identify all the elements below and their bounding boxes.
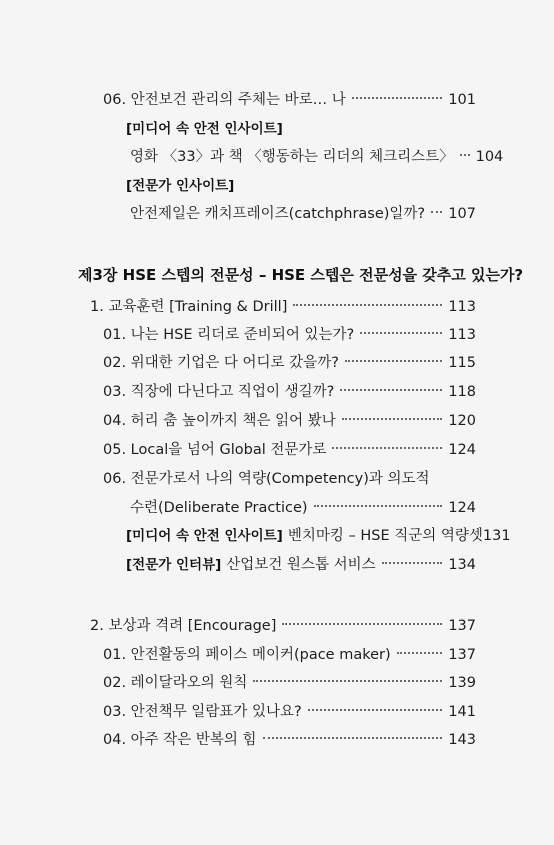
dot-leader bbox=[263, 737, 443, 739]
dot-leader bbox=[345, 360, 442, 362]
dot-leader bbox=[253, 680, 442, 682]
dot-leader bbox=[352, 97, 443, 99]
dot-leader bbox=[340, 389, 442, 391]
toc-page-number: 113 bbox=[448, 299, 476, 315]
toc-page-number: 101 bbox=[448, 92, 476, 108]
toc-page-number: 124 bbox=[448, 500, 476, 516]
toc-category-label: [미디어 속 안전 인사이트] bbox=[126, 528, 283, 544]
dot-leader bbox=[282, 623, 442, 625]
toc-entry[interactable] bbox=[103, 90, 476, 110]
toc-entry-title: 벤치마킹 – HSE 직군의 역량셋 bbox=[287, 528, 483, 544]
toc-page-number: 141 bbox=[448, 704, 476, 720]
toc-entry[interactable] bbox=[103, 353, 476, 373]
toc-entry-title-line[interactable]: 06. 전문가로서 나의 역량(Competency)과 의도적 bbox=[103, 471, 430, 487]
toc-entry-title: 02. 위대한 기업은 다 어디로 갔을까? bbox=[103, 355, 339, 371]
dot-leader bbox=[431, 211, 442, 213]
toc-section-title: 1. 교육훈련 [Training & Drill] bbox=[90, 299, 288, 315]
toc-section[interactable] bbox=[90, 616, 476, 636]
dot-leader bbox=[293, 304, 442, 306]
toc-category-label: [전문가 인터뷰] bbox=[126, 557, 222, 573]
toc-entry-title: 03. 안전책무 일람표가 있나요? bbox=[103, 704, 302, 720]
toc-entry-title: 01. 나는 HSE 리더로 준비되어 있는가? bbox=[103, 327, 355, 343]
toc-entry-title: 수련(Deliberate Practice) bbox=[130, 500, 308, 516]
toc-page-number: 137 bbox=[448, 618, 476, 634]
toc-entry[interactable] bbox=[103, 702, 476, 722]
toc-entry[interactable] bbox=[130, 498, 476, 518]
toc-page-number: 137 bbox=[448, 647, 476, 663]
toc-page-number: 139 bbox=[448, 675, 476, 691]
dot-leader bbox=[397, 652, 443, 654]
toc-page-number: 124 bbox=[448, 442, 476, 458]
toc-page-number: 104 bbox=[475, 149, 504, 165]
toc-entry[interactable] bbox=[103, 440, 476, 460]
toc-page-number: 143 bbox=[448, 732, 476, 748]
dot-leader bbox=[308, 709, 443, 711]
toc-section-title: 2. 보상과 격려 [Encourage] bbox=[90, 618, 277, 634]
toc-page-number: 118 bbox=[448, 384, 476, 400]
toc-category-label: [전문가 인사이트] bbox=[126, 178, 235, 194]
toc-entry-title: 06. 안전보건 관리의 주체는 바로… 나 bbox=[103, 92, 346, 108]
toc-entry-title: 안전제일은 캐치프레이즈(catchphrase)일까? bbox=[130, 206, 426, 222]
toc-entry-title: 02. 레이달라오의 원칙 bbox=[103, 675, 248, 691]
dot-leader bbox=[342, 418, 443, 420]
toc-entry[interactable] bbox=[103, 645, 476, 665]
toc-page-number: 120 bbox=[448, 413, 476, 429]
toc-page-number: 134 bbox=[448, 557, 476, 573]
toc-entry[interactable] bbox=[103, 673, 476, 693]
toc-page-number: 131 bbox=[482, 528, 511, 544]
toc-entry-title-group bbox=[126, 555, 376, 575]
dot-leader bbox=[314, 505, 443, 507]
toc-entry[interactable] bbox=[103, 382, 476, 402]
toc-page-number: 107 bbox=[448, 206, 476, 222]
toc-entry-title: 04. 허리 춤 높이까지 책은 읽어 봤나 bbox=[103, 413, 336, 429]
dot-leader bbox=[382, 562, 443, 564]
toc-section[interactable] bbox=[90, 297, 476, 317]
toc-entry-title: 05. Local을 넘어 Global 전문가로 bbox=[103, 442, 327, 458]
dot-leader bbox=[332, 447, 442, 449]
dot-leader bbox=[460, 154, 470, 156]
toc-page-number: 113 bbox=[448, 327, 476, 343]
dot-leader bbox=[360, 332, 442, 334]
toc-entry-title: 03. 직장에 다닌다고 직업이 생길까? bbox=[103, 384, 335, 400]
toc-entry[interactable] bbox=[103, 411, 476, 431]
toc-entry[interactable] bbox=[103, 730, 476, 750]
toc-entry-title: 01. 안전활동의 페이스 메이커(pace maker) bbox=[103, 647, 391, 663]
toc-entry[interactable] bbox=[103, 325, 476, 345]
toc-entry-title-group bbox=[126, 526, 483, 546]
toc-entry-title: 산업보건 원스톱 서비스 bbox=[226, 557, 376, 573]
toc-entry[interactable] bbox=[126, 555, 476, 575]
toc-entry[interactable] bbox=[126, 526, 511, 546]
toc-entry[interactable] bbox=[130, 147, 504, 167]
chapter-heading[interactable]: 제3장 HSE 스텝의 전문성 – HSE 스텝은 전문성을 갖추고 있는가? bbox=[78, 266, 524, 284]
toc-entry[interactable] bbox=[130, 204, 476, 224]
toc-entry-title: 04. 아주 작은 반복의 힘 bbox=[103, 732, 257, 748]
toc-category-label: [미디어 속 안전 인사이트] bbox=[126, 121, 283, 137]
toc-page-number: 115 bbox=[448, 355, 476, 371]
toc-entry-title: 영화 〈33〉과 책 〈행동하는 리더의 체크리스트〉 bbox=[130, 149, 454, 165]
